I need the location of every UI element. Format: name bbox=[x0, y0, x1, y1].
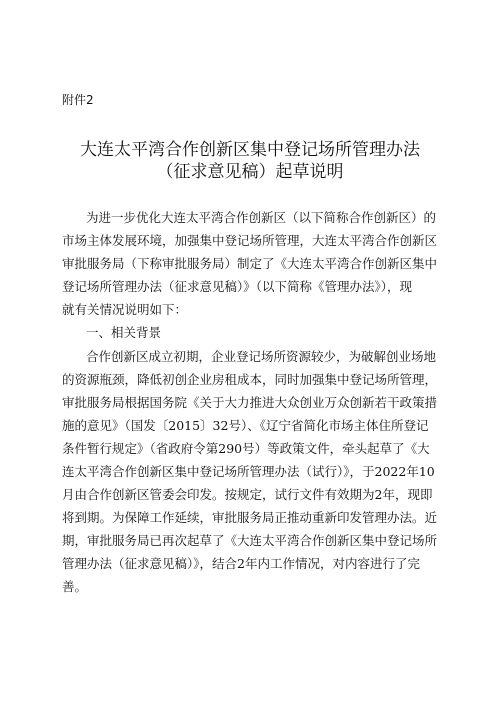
paragraph-1-line-5: 就有关情况说明如下： bbox=[62, 302, 188, 317]
document-title-line-2: （征求意见稿）起草说明 bbox=[156, 162, 344, 182]
paragraph-2-line-11: 善。 bbox=[62, 579, 88, 594]
paragraph-2-line-2: 的资源瓶颈，降低初创企业房租成本，同时加强集中登记场所管理， bbox=[62, 372, 438, 387]
paragraph-2-line-8: 将到期。为保障工作延续，审批服务局正推动重新印发管理办法。近 bbox=[62, 510, 438, 525]
paragraph-1-line-1: 为进一步优化大连太平湾合作创新区（以下简称合作创新区）的 bbox=[86, 210, 437, 225]
paragraph-1-line-2: 市场主体发展环境，加强集中登记场所管理，大连太平湾合作创新区 bbox=[62, 233, 438, 248]
paragraph-2-line-10: 管理办法（征求意见稿）》，结合2年内工作情况，对内容进行了完 bbox=[62, 556, 420, 571]
document-title-line-1: 大连太平湾合作创新区集中登记场所管理办法 bbox=[80, 140, 420, 160]
paragraph-2-line-4: 施的意见》（国发〔2015〕32号）、《辽宁省简化市场主体住所登记 bbox=[62, 418, 429, 433]
section-1-heading: 一、相关背景 bbox=[86, 325, 162, 340]
paragraph-2-line-6: 连太平湾合作创新区集中登记场所管理办法（试行）》，于2022年10 bbox=[62, 464, 435, 479]
paragraph-2-line-5: 条件暂行规定》（省政府令第290号）等政策文件，牵头起草了《大 bbox=[62, 441, 430, 456]
paragraph-2-line-1: 合作创新区成立初期，企业登记场所资源较少，为破解创业场地 bbox=[86, 349, 437, 364]
paragraph-1-line-3: 审批服务局（下称审批服务局）制定了《大连太平湾合作创新区集中 bbox=[62, 256, 438, 271]
paragraph-1-line-4: 登记场所管理办法（征求意见稿）》（以下简称《管理办法》），现 bbox=[62, 279, 413, 294]
paragraph-2-line-3: 审批服务局根据国务院《关于大力推进大众创业万众创新若干政策措 bbox=[62, 395, 438, 410]
attachment-label: 附件2 bbox=[62, 93, 94, 107]
paragraph-2-line-7: 月由合作创新区管委会印发。按规定，试行文件有效期为2年，现即 bbox=[62, 487, 433, 502]
paragraph-2-line-9: 期，审批服务局已再次起草了《大连太平湾合作创新区集中登记场所 bbox=[62, 533, 438, 548]
